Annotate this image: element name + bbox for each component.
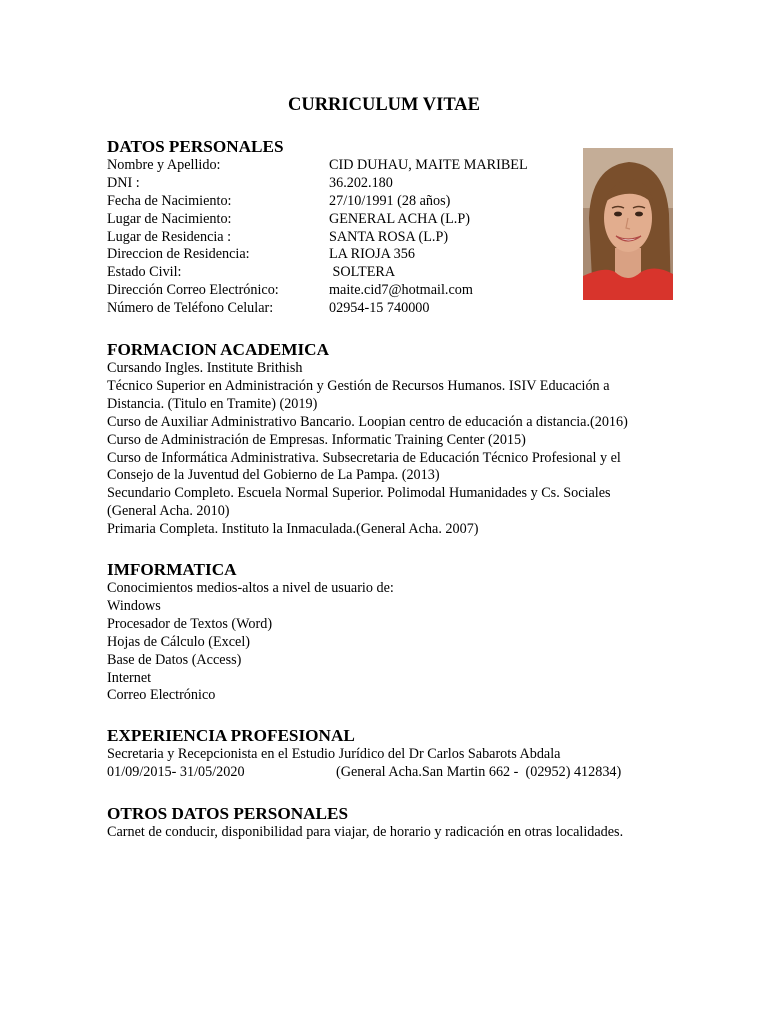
phone-value: 02954-15 740000 — [329, 300, 430, 317]
education-heading: FORMACION ACADEMICA — [107, 340, 329, 359]
section-other-data — [107, 804, 687, 842]
birthdate-value: 27/10/1991 (28 años) — [329, 192, 451, 209]
education-item: Secundario Completo. Escuela Normal Superior. Polimodal Humanidades y Cs. Sociales (General Acha. 2010) — [107, 485, 611, 520]
email-value: maite.cid7@hotmail.com — [329, 282, 473, 299]
email-label: Dirección Correo Electrónico: — [107, 282, 279, 299]
section-computing — [107, 560, 687, 705]
section-experience — [107, 726, 687, 782]
experience-place: (General Acha.San Martin 662 - (02952) 412834) — [336, 763, 622, 780]
experience-details — [107, 764, 687, 782]
education-item: Curso de Auxiliar Administrativo Bancario. Loopian centro de educación a distancia.(2016) — [107, 413, 628, 430]
residence-city-value: SANTA ROSA (L.P) — [329, 228, 449, 245]
computing-item: Correo Electrónico — [107, 687, 216, 704]
computing-item: Windows — [107, 597, 161, 614]
computing-item: Base de Datos (Access) — [107, 651, 242, 668]
name-label: Nombre y Apellido: — [107, 157, 221, 173]
dni-value: 36.202.180 — [329, 174, 393, 191]
computing-item: Hojas de Cálculo (Excel) — [107, 633, 251, 650]
computing-item: Procesador de Textos (Word) — [107, 615, 273, 632]
document-title: CURRICULUM VITAE — [287, 95, 481, 115]
experience-dates: 01/09/2015- 31/05/2020 — [107, 763, 245, 780]
section-education — [107, 340, 682, 539]
personal-data-heading: DATOS PERSONALES — [107, 137, 284, 156]
computing-heading: IMFORMATICA — [107, 560, 237, 579]
address-value: LA RIOJA 356 — [329, 246, 415, 263]
education-item: Curso de Administración de Empresas. Informatic Training Center (2015) — [107, 431, 526, 448]
birthdate-label: Fecha de Nacimiento: — [107, 192, 232, 209]
birthplace-value: GENERAL ACHA (L.P) — [329, 210, 470, 227]
computing-item: Conocimientos medios-altos a nivel de usuario de: — [107, 580, 394, 596]
experience-heading: EXPERIENCIA PROFESIONAL — [107, 726, 355, 745]
experience-position: Secretaria y Recepcionista en el Estudio Jurídico del Dr Carlos Sabarots Abdala — [107, 746, 561, 762]
residence-city-label: Lugar de Residencia : — [107, 228, 232, 245]
phone-label: Número de Teléfono Celular: — [107, 300, 274, 317]
name-value: CID DUHAU, MAITE MARIBEL — [329, 157, 528, 173]
education-item: Cursando Ingles. Institute Brithish — [107, 360, 303, 376]
profile-photo — [583, 148, 673, 300]
education-item: Técnico Superior en Administración y Gestión de Recursos Humanos. ISIV Educación a Distancia. (Titulo en Tramite) (2019) — [107, 377, 610, 412]
dni-label: DNI : — [107, 174, 140, 191]
education-item: Primaria Completa. Instituto la Inmaculada.(General Acha. 2007) — [107, 521, 479, 538]
marital-status-label: Estado Civil: — [107, 264, 182, 281]
other-data-text: Carnet de conducir, disponibilidad para viajar, de horario y radicación en otras localidades. — [107, 824, 624, 840]
birthplace-label: Lugar de Nacimiento: — [107, 210, 232, 227]
other-data-heading: OTROS DATOS PERSONALES — [107, 804, 349, 823]
personal-row-phone — [107, 300, 687, 318]
address-label: Direccion de Residencia: — [107, 246, 250, 263]
marital-status-value: SOLTERA — [329, 264, 396, 281]
computing-item: Internet — [107, 669, 152, 686]
profile-photo-image — [583, 148, 673, 300]
education-item: Curso de Informática Administrativa. Subsecretaria de Educación Técnico Profesional y el Consejo de la Juventud del Gobierno de La Pampa. (2013) — [107, 449, 621, 484]
